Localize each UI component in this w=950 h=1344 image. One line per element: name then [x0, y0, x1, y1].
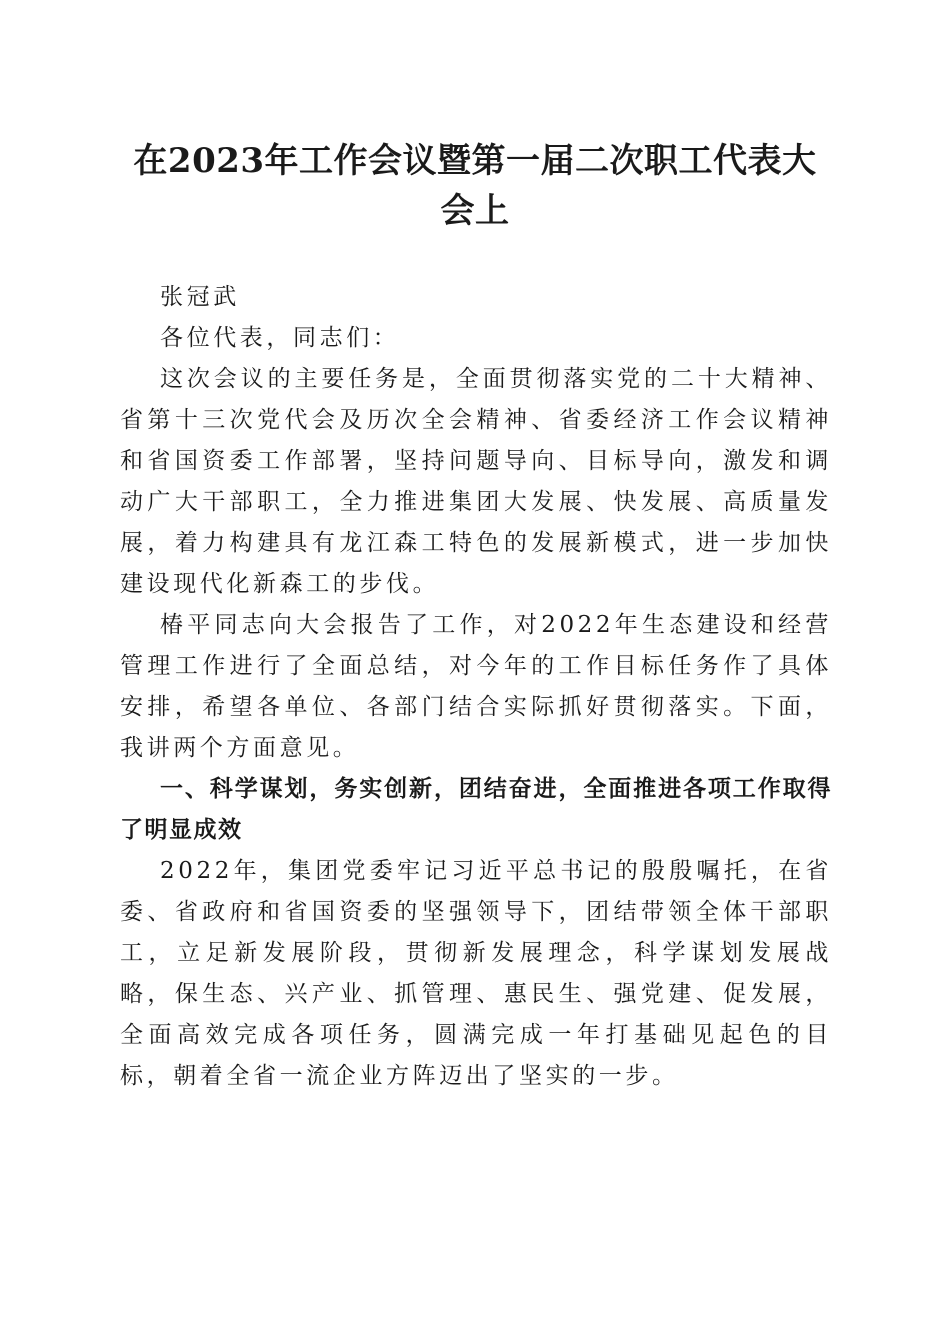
document-body — [120, 277, 832, 1097]
salutation: 各位代表，同志们： — [160, 325, 400, 351]
section-paragraph: 2022年，集团党委牢记习近平总书记的殷殷嘱托，在省委、省政府和省国资委的坚强领导下，团结带领全体干部职工，立足新发展阶段，贯彻新发展理念，科学谋划发展战略，保生态、兴产业、抓管理、惠民生、强党建、促发展，全面高效完成各项任务，圆满完成一年打基础见起色的目标，朝着全省一流企业方阵迈出了坚实的一步。 — [120, 858, 832, 1089]
paragraph-intro: 这次会议的主要任务是，全面贯彻落实党的二十大精神、省第十三次党代会及历次全会精神、省委经济工作会议精神和省国资委工作部署，坚持问题导向、目标导向，激发和调动广大干部职工，全力推进集团大发展、快发展、高质量发展，着力构建具有龙江森工特色的发展新模式，进一步加快建设现代化新森工的步伐。 — [120, 366, 832, 597]
section-heading: 一、科学谋划，务实创新，团结奋进，全面推进各项工作取得了明显成效 — [120, 776, 832, 843]
author-name: 张冠武 — [160, 284, 240, 310]
document-title: 在2023年工作会议暨第一届二次职工代表大会上 — [133, 141, 817, 231]
paragraph-report: 椿平同志向大会报告了工作，对2022年生态建设和经营管理工作进行了全面总结，对今年的工作目标任务作了具体安排，希望各单位、各部门结合实际抓好贯彻落实。下面，我讲两个方面意见。 — [120, 612, 832, 761]
